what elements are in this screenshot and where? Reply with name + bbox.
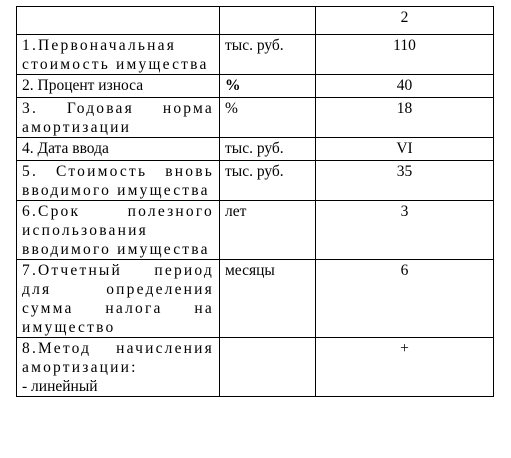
table-row bbox=[17, 138, 494, 161]
value-cell: 40 bbox=[316, 75, 494, 98]
param-line: - линейный bbox=[22, 378, 98, 395]
value-cell: 3 bbox=[316, 201, 494, 260]
param-line: 8.Метод начисления амортизации: bbox=[22, 340, 214, 376]
table-row bbox=[17, 35, 494, 75]
param-cell: 2. Процент износа bbox=[17, 75, 220, 98]
unit-cell: тыс. руб. bbox=[220, 161, 316, 201]
table-header-row bbox=[17, 7, 494, 35]
table-row bbox=[17, 260, 494, 338]
unit-cell: месяцы bbox=[220, 260, 316, 338]
table-row bbox=[17, 338, 494, 397]
unit-cell bbox=[220, 338, 316, 397]
value-cell: 35 bbox=[316, 161, 494, 201]
unit-cell: % bbox=[220, 75, 316, 98]
header-param-cell bbox=[17, 7, 220, 35]
table-row bbox=[17, 201, 494, 260]
param-cell: 1.Первоначальная стоимость имущества bbox=[17, 35, 220, 75]
param-cell: 3. Годовая норма амортизации bbox=[17, 98, 220, 138]
value-cell: 110 bbox=[316, 35, 494, 75]
param-cell: 4. Дата ввода bbox=[17, 138, 220, 161]
table-row bbox=[17, 98, 494, 138]
parameters-table bbox=[16, 6, 494, 397]
param-cell bbox=[17, 338, 220, 397]
param-cell: 5. Стоимость вновь вводимого имущества bbox=[17, 161, 220, 201]
unit-cell: тыс. руб. bbox=[220, 138, 316, 161]
unit-cell: % bbox=[220, 98, 316, 138]
value-cell: VI bbox=[316, 138, 494, 161]
value-cell: 6 bbox=[316, 260, 494, 338]
header-value-cell: 2 bbox=[316, 7, 494, 35]
value-cell: + bbox=[316, 338, 494, 397]
param-cell: 6.Срок полезного использования вводимого имущества bbox=[17, 201, 220, 260]
header-unit-cell bbox=[220, 7, 316, 35]
param-cell: 7.Отчетный период для определения сумма налога на имущество bbox=[17, 260, 220, 338]
unit-cell: лет bbox=[220, 201, 316, 260]
value-cell: 18 bbox=[316, 98, 494, 138]
unit-cell: тыс. руб. bbox=[220, 35, 316, 75]
table-row bbox=[17, 75, 494, 98]
table-row bbox=[17, 161, 494, 201]
